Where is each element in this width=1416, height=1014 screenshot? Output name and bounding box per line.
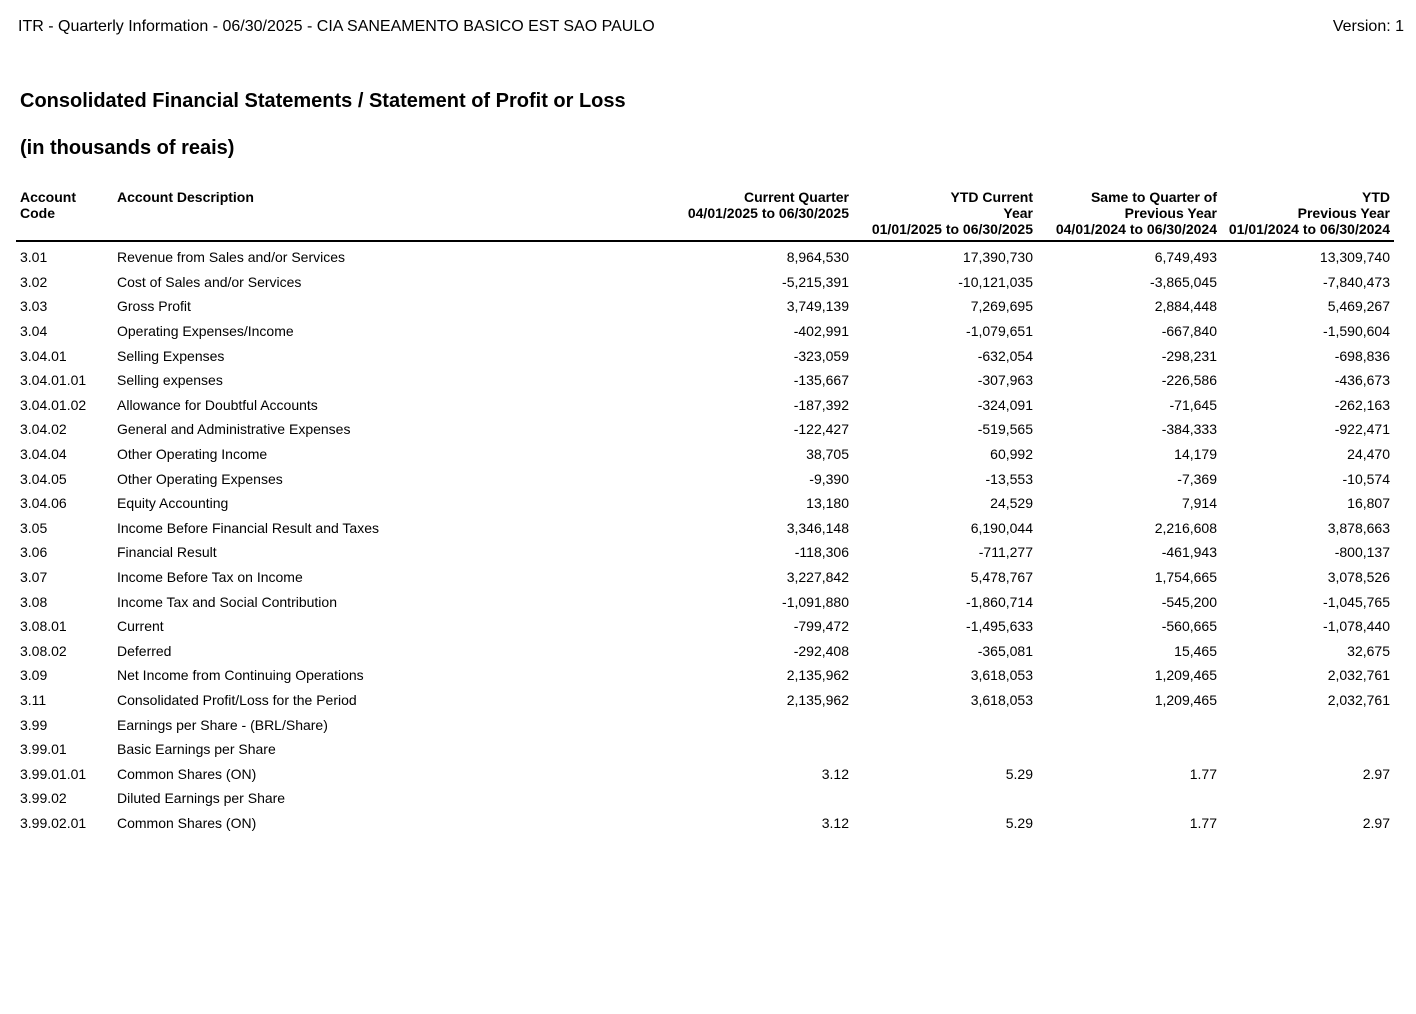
cell-ytd-current-year: -711,277 <box>978 544 1033 561</box>
cell-ytd-current-year: 7,269,695 <box>970 298 1033 315</box>
cell-account-code: 3.04.06 <box>20 495 67 512</box>
table-header-row <box>16 189 1394 241</box>
column-header-same-quarter-previous-year <box>1037 189 1221 241</box>
cell-ytd-previous-year: -262,163 <box>1334 396 1390 413</box>
cell-ytd-previous-year: 2,032,761 <box>1327 667 1390 684</box>
cell-ytd-previous-year: -922,471 <box>1334 421 1390 438</box>
cell-ytd-previous-year: 32,675 <box>1347 642 1390 659</box>
table-row <box>16 466 1394 491</box>
statement-title: Consolidated Financial Statements / Statement of Profit or Loss <box>20 90 626 112</box>
table-row <box>16 663 1394 688</box>
cell-account-description: General and Administrative Expenses <box>117 421 351 438</box>
cell-current-quarter <box>572 712 853 737</box>
cell-ytd-previous-year: -1,078,440 <box>1323 618 1390 635</box>
cell-same-quarter-previous-year: -667,840 <box>1161 323 1217 340</box>
cell-current-quarter: 3.12 <box>821 814 849 831</box>
cell-account-code: 3.08 <box>20 593 48 610</box>
cell-same-quarter-previous-year: 6,749,493 <box>1154 249 1217 266</box>
cell-account-code: 3.04.01 <box>20 347 67 364</box>
cell-same-quarter-previous-year: 1,209,465 <box>1154 691 1217 708</box>
cell-same-quarter-previous-year: -71,645 <box>1169 396 1217 413</box>
cell-ytd-previous-year: -1,045,765 <box>1323 593 1390 610</box>
cell-ytd-previous-year: 5,469,267 <box>1327 298 1390 315</box>
cell-current-quarter: -323,059 <box>793 347 849 364</box>
cell-ytd-current-year: -10,121,035 <box>958 273 1033 290</box>
column-header-line: Current Quarter <box>743 189 849 205</box>
cell-same-quarter-previous-year: -298,231 <box>1161 347 1217 364</box>
cell-account-description: Income Before Tax on Income <box>117 569 303 586</box>
cell-account-description: Deferred <box>117 642 172 659</box>
cell-ytd-previous-year: 24,470 <box>1347 446 1390 463</box>
version-label: Version: 1 <box>1332 18 1404 35</box>
table-row <box>16 343 1394 368</box>
cell-ytd-current-year: 3,618,053 <box>970 667 1033 684</box>
column-header-line: Account Description <box>117 189 254 205</box>
table-row <box>16 393 1394 418</box>
cell-same-quarter-previous-year: -226,586 <box>1161 372 1217 389</box>
column-header-line: Year <box>1003 205 1033 221</box>
cell-account-code: 3.01 <box>20 249 48 266</box>
cell-account-description: Common Shares (ON) <box>117 765 257 782</box>
cell-current-quarter: -135,667 <box>793 372 849 389</box>
cell-account-description: Income Tax and Social Contribution <box>117 593 337 610</box>
cell-current-quarter: 3,227,842 <box>786 569 849 586</box>
table-row <box>16 737 1394 762</box>
table-row <box>16 516 1394 541</box>
cell-account-description: Selling expenses <box>117 372 223 389</box>
cell-ytd-current-year: 6,190,044 <box>970 519 1033 536</box>
cell-same-quarter-previous-year: -461,943 <box>1161 544 1217 561</box>
cell-account-description: Earnings per Share - (BRL/Share) <box>117 716 328 733</box>
table-row <box>16 368 1394 393</box>
cell-ytd-previous-year: 2.97 <box>1362 765 1390 782</box>
cell-same-quarter-previous-year: 2,216,608 <box>1154 519 1217 536</box>
cell-account-description: Other Operating Income <box>117 446 268 463</box>
table-row <box>16 639 1394 664</box>
cell-current-quarter: -292,408 <box>793 642 849 659</box>
cell-account-description: Common Shares (ON) <box>117 814 257 831</box>
column-header-line: YTD Current <box>950 189 1033 205</box>
cell-same-quarter-previous-year: 14,179 <box>1174 446 1217 463</box>
table-row <box>16 761 1394 786</box>
cell-same-quarter-previous-year <box>1037 737 1221 762</box>
cell-ytd-current-year <box>853 786 1037 811</box>
document-title: ITR - Quarterly Information - 06/30/2025 - CIA SANEAMENTO BASICO EST SAO PAULO <box>18 18 655 35</box>
cell-account-code: 3.08.01 <box>20 618 67 635</box>
table-row <box>16 540 1394 565</box>
column-header-line: Account <box>20 189 76 205</box>
cell-ytd-previous-year: -7,840,473 <box>1323 273 1390 290</box>
cell-account-code: 3.09 <box>20 667 48 684</box>
cell-account-code: 3.11 <box>20 691 47 708</box>
cell-ytd-previous-year: -10,574 <box>1342 470 1390 487</box>
table-row <box>16 270 1394 295</box>
cell-same-quarter-previous-year: 1.77 <box>1189 814 1217 831</box>
cell-account-description: Consolidated Profit/Loss for the Period <box>117 691 357 708</box>
cell-current-quarter: -118,306 <box>794 544 849 561</box>
column-header-line: Code <box>20 205 55 221</box>
cell-ytd-previous-year: 2.97 <box>1362 814 1390 831</box>
cell-ytd-previous-year <box>1221 737 1394 762</box>
cell-ytd-current-year: -1,079,651 <box>966 323 1033 340</box>
column-header-line: Same to Quarter of <box>1090 189 1217 205</box>
cell-ytd-previous-year: -800,137 <box>1334 544 1390 561</box>
cell-same-quarter-previous-year: -3,865,045 <box>1150 273 1217 290</box>
cell-current-quarter: 3,346,148 <box>786 519 849 536</box>
cell-ytd-current-year: 24,529 <box>990 495 1033 512</box>
table-row <box>16 614 1394 639</box>
cell-account-description: Selling Expenses <box>117 347 225 364</box>
cell-account-code: 3.99.01 <box>20 741 67 758</box>
cell-same-quarter-previous-year <box>1037 712 1221 737</box>
cell-ytd-current-year: 5,478,767 <box>970 569 1033 586</box>
cell-account-code: 3.06 <box>20 544 48 561</box>
cell-account-description: Diluted Earnings per Share <box>117 790 286 807</box>
cell-account-description: Financial Result <box>117 544 217 561</box>
cell-same-quarter-previous-year: 1,754,665 <box>1154 569 1217 586</box>
cell-ytd-previous-year: 16,807 <box>1347 495 1390 512</box>
cell-account-code: 3.04 <box>20 323 48 340</box>
cell-same-quarter-previous-year: 2,884,448 <box>1154 298 1217 315</box>
cell-current-quarter: -1,091,880 <box>782 593 849 610</box>
cell-account-code: 3.04.04 <box>20 446 67 463</box>
cell-account-description: Current <box>117 618 164 635</box>
cell-ytd-current-year: -519,565 <box>977 421 1033 438</box>
cell-account-description: Net Income from Continuing Operations <box>117 667 364 684</box>
cell-same-quarter-previous-year <box>1037 786 1221 811</box>
cell-ytd-previous-year <box>1221 712 1394 737</box>
table-row <box>16 417 1394 442</box>
cell-account-description: Gross Profit <box>117 298 191 315</box>
cell-account-code: 3.99.01.01 <box>20 765 87 782</box>
cell-ytd-current-year: -1,495,633 <box>966 618 1033 635</box>
cell-account-description: Operating Expenses/Income <box>117 323 294 340</box>
cell-account-code: 3.07 <box>20 569 48 586</box>
cell-ytd-current-year <box>853 737 1037 762</box>
cell-account-description: Basic Earnings per Share <box>117 741 276 758</box>
cell-account-code: 3.99.02.01 <box>20 814 87 831</box>
table-row <box>16 319 1394 344</box>
cell-same-quarter-previous-year: -560,665 <box>1161 618 1217 635</box>
cell-account-code: 3.04.05 <box>20 470 67 487</box>
cell-current-quarter: 13,180 <box>806 495 849 512</box>
cell-current-quarter: 3,749,139 <box>786 298 849 315</box>
cell-account-code: 3.99.02 <box>20 790 67 807</box>
cell-ytd-previous-year: -436,673 <box>1334 372 1390 389</box>
cell-ytd-previous-year: -1,590,604 <box>1323 323 1390 340</box>
cell-ytd-current-year: 17,390,730 <box>962 249 1033 266</box>
cell-account-code: 3.04.01.02 <box>20 396 87 413</box>
cell-ytd-current-year: -13,553 <box>985 470 1033 487</box>
cell-current-quarter: -9,390 <box>809 470 849 487</box>
cell-account-description: Income Before Financial Result and Taxes <box>117 519 379 536</box>
cell-current-quarter: 2,135,962 <box>786 691 849 708</box>
document-header <box>18 18 1404 38</box>
profit-loss-table <box>16 189 1394 835</box>
cell-account-code: 3.08.02 <box>20 642 67 659</box>
column-header-ytd-previous-year <box>1221 189 1394 241</box>
cell-account-description: Other Operating Expenses <box>117 470 283 487</box>
cell-account-description: Revenue from Sales and/or Services <box>117 249 345 266</box>
table-row <box>16 589 1394 614</box>
cell-current-quarter: 8,964,530 <box>786 249 849 266</box>
cell-ytd-previous-year: 2,032,761 <box>1327 691 1390 708</box>
column-header-line: 04/01/2025 to 06/30/2025 <box>687 205 849 221</box>
table-row <box>16 811 1394 836</box>
table-row <box>16 241 1394 270</box>
cell-current-quarter <box>572 786 853 811</box>
table-row <box>16 565 1394 590</box>
table-row <box>16 786 1394 811</box>
cell-ytd-current-year: -307,963 <box>977 372 1033 389</box>
cell-ytd-current-year: 3,618,053 <box>970 691 1033 708</box>
cell-account-code: 3.05 <box>20 519 48 536</box>
cell-same-quarter-previous-year: -545,200 <box>1161 593 1217 610</box>
cell-ytd-current-year: -1,860,714 <box>966 593 1033 610</box>
cell-account-description: Allowance for Doubtful Accounts <box>117 396 318 413</box>
cell-ytd-previous-year: 3,078,526 <box>1327 569 1390 586</box>
cell-account-description: Equity Accounting <box>117 495 229 512</box>
cell-same-quarter-previous-year: -384,333 <box>1161 421 1217 438</box>
table-row <box>16 491 1394 516</box>
column-header-line: 01/01/2024 to 06/30/2024 <box>1228 221 1390 237</box>
cell-current-quarter: 2,135,962 <box>786 667 849 684</box>
column-header-line: 04/01/2024 to 06/30/2024 <box>1055 221 1217 237</box>
table-row <box>16 294 1394 319</box>
cell-ytd-current-year <box>853 712 1037 737</box>
cell-ytd-previous-year: 13,309,740 <box>1319 249 1390 266</box>
column-header-account-code <box>16 189 113 241</box>
cell-account-code: 3.99 <box>20 716 48 733</box>
cell-account-code: 3.03 <box>20 298 48 315</box>
cell-ytd-current-year: 5.29 <box>1005 765 1033 782</box>
cell-current-quarter: 3.12 <box>821 765 849 782</box>
cell-ytd-current-year: -365,081 <box>977 642 1033 659</box>
column-header-line: YTD <box>1362 189 1390 205</box>
cell-same-quarter-previous-year: 1,209,465 <box>1154 667 1217 684</box>
cell-account-description: Cost of Sales and/or Services <box>117 273 302 290</box>
table-row <box>16 688 1394 713</box>
cell-current-quarter <box>572 737 853 762</box>
cell-same-quarter-previous-year: -7,369 <box>1177 470 1217 487</box>
cell-account-code: 3.02 <box>20 273 48 290</box>
statement-subtitle: (in thousands of reais) <box>20 137 235 159</box>
column-header-current-quarter <box>572 189 853 241</box>
table-row <box>16 712 1394 737</box>
cell-ytd-previous-year: 3,878,663 <box>1327 519 1390 536</box>
cell-ytd-previous-year: -698,836 <box>1334 347 1390 364</box>
table-body <box>16 241 1394 835</box>
cell-account-code: 3.04.02 <box>20 421 67 438</box>
cell-same-quarter-previous-year: 15,465 <box>1174 642 1217 659</box>
column-header-line: Previous Year <box>1124 205 1217 221</box>
table-row <box>16 442 1394 467</box>
column-header-line: 01/01/2025 to 06/30/2025 <box>871 221 1033 237</box>
cell-current-quarter: -122,427 <box>793 421 849 438</box>
cell-ytd-current-year: -632,054 <box>977 347 1033 364</box>
cell-current-quarter: -799,472 <box>793 618 849 635</box>
cell-current-quarter: -187,392 <box>793 396 849 413</box>
cell-current-quarter: -402,991 <box>793 323 849 340</box>
column-header-line: Previous Year <box>1297 205 1390 221</box>
column-header-account-description <box>113 189 572 241</box>
cell-current-quarter: -5,215,391 <box>782 273 849 290</box>
cell-ytd-previous-year <box>1221 786 1394 811</box>
cell-same-quarter-previous-year: 7,914 <box>1181 495 1217 512</box>
cell-ytd-current-year: 60,992 <box>990 446 1033 463</box>
cell-same-quarter-previous-year: 1.77 <box>1189 765 1217 782</box>
cell-ytd-current-year: -324,091 <box>977 396 1033 413</box>
cell-account-code: 3.04.01.01 <box>20 372 87 389</box>
cell-current-quarter: 38,705 <box>806 446 849 463</box>
cell-ytd-current-year: 5.29 <box>1005 814 1033 831</box>
column-header-ytd-current-year <box>853 189 1037 241</box>
